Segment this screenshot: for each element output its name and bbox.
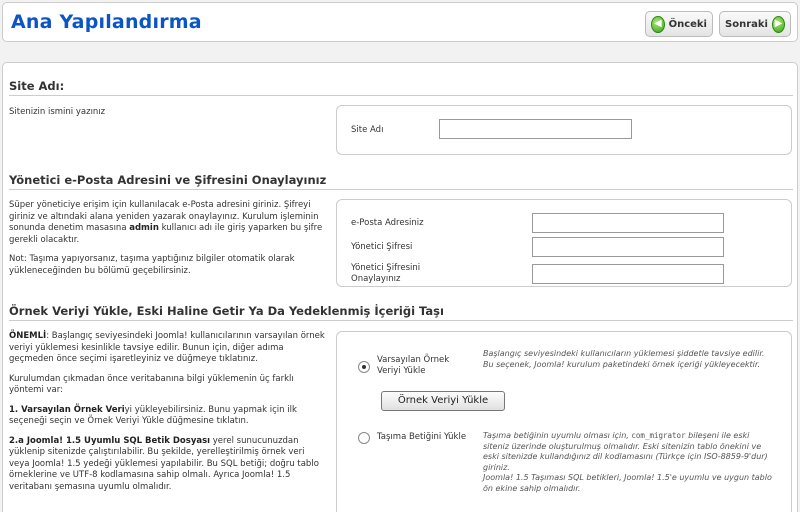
migration-script-radio[interactable]: [358, 432, 370, 444]
sample-data-box: [336, 331, 792, 512]
sample-data-description: ÖNEMLİ: Başlangıç seviyesindeki Joomla! kullanıcılarının varsayılan örnek veriyi yüklemesi kesinlikle tavsiye edilir. Bunun için, diğer adıma geçmeden önce seçimi işaretleyiniz ve düğmeye tıklatınız. Kurulumdan çıkmadan önce veritabanına bilgi yüklemenin üç farklı yöntemi var: 1. Varsayılan Örnek Veriyi yükleyebilirsiniz. Bunu yapmak için ilk seçeneği seçin ve Örnek Veriyi Yükle düğmesine tıklatın. 2.a Joomla! 1.5 Uyumlu SQL Betik Dosyası yerel sunucunuzdan yüklenip sitenizde çalıştırılabilir. Bu şekilde, yerelleştirilmiş örnek veri veya Joomla! 1.5 yedeği yüklemesi yapılabilir. Bu SQL betiği; doğru tablo örneklerine ve UTF-8 kodlamasına sahip olmalı. Ayrıca Joomla! 1.5 veritabanı şemasına uyumlu olmalıdır.: [9, 331, 325, 492]
next-button[interactable]: [719, 11, 791, 37]
admin-description: Süper yöneticiye erişim için kullanılacak e-Posta adresini giriniz. Şifreyi giriniz ve altındaki alana yeniden yazarak onaylayınız. Kurulum işleminin sonunda denetim masasına admin kullanıcı adı ile giriş yaparken bu şifre gerekli olacaktır. Not: Taşıma yapıyorsanız, taşıma yaptığınız bilgiler otomatik olarak yükleneceğinden bu bölümü geçebilirsiniz.: [9, 200, 327, 285]
default-sample-note: Başlangıç seviyesindeki kullanıcıların yüklemesi şiddetle tavsiye edilir. Bu seçenek, Joomla! kurulum paketindeki örnek içeriği yükleyecektir.: [483, 349, 765, 369]
sample-data-section-title: Örnek Veriyi Yükle, Eski Haline Getir Ya Da Yedeklenmiş İçeriği Taşı: [9, 304, 444, 318]
site-name-description: Sitenizin ismini yazınız: [9, 107, 106, 117]
header-bar: [2, 2, 798, 42]
admin-note: Not: Taşıma yapıyorsanız, taşıma yaptığınız bilgiler otomatik olarak yükleneceğinden bu bölümü geçebilirsiniz.: [9, 254, 295, 276]
site-name-label: Site Adı: [351, 125, 384, 135]
migration-script-label[interactable]: Taşıma Betiğini Yükle: [377, 432, 467, 442]
divider: [9, 320, 793, 321]
previous-button[interactable]: [645, 11, 713, 37]
main-panel: [2, 62, 798, 512]
admin-credentials-box: [336, 199, 792, 287]
migration-script-note: Taşıma betiğinin uyumlu olması için, com_migrator bileşeni ile eski siteniz üzerinde oluşturulmuş olmalıdır. Eski sitenizin tablo önekini ve eski sitenizde kullandığınız dil kodlamasını (Türkçe için ISO-8859-9'dur) giriniz. Joomla! 1.5 Taşıması SQL betikleri, Joomla! 1.5'e uyumlu ve uygun tablo ön ekine sahip olmalıdır.: [483, 431, 772, 493]
password-input[interactable]: [532, 237, 724, 257]
divider: [9, 95, 793, 96]
confirm-password-input[interactable]: [532, 264, 724, 284]
load-sample-data-button[interactable]: Örnek Veriyi Yükle: [381, 391, 505, 411]
site-name-section-title: Site Adı:: [9, 79, 65, 93]
divider: [9, 189, 793, 190]
arrow-left-icon: ◀: [651, 16, 665, 33]
admin-section-title: Yönetici e-Posta Adresini ve Şifresini Onaylayınız: [9, 173, 327, 187]
next-button-label: Sonraki: [725, 18, 768, 30]
site-name-box: [336, 105, 792, 155]
previous-button-label: Önceki: [668, 18, 707, 30]
arrow-right-icon: ▶: [772, 16, 785, 33]
admin-username: admin: [129, 223, 159, 233]
password-label: Yönetici Şifresi: [351, 242, 413, 252]
site-name-input[interactable]: [439, 119, 632, 139]
default-sample-radio[interactable]: [358, 361, 370, 373]
page-title: Ana Yapılandırma: [11, 11, 202, 33]
email-label: e-Posta Adresiniz: [351, 218, 424, 228]
email-input[interactable]: [532, 213, 724, 233]
confirm-password-label: Yönetici Şifresini Onaylayınız: [351, 263, 421, 284]
default-sample-label[interactable]: Varsayılan Örnek Veriyi Yükle: [377, 355, 450, 376]
